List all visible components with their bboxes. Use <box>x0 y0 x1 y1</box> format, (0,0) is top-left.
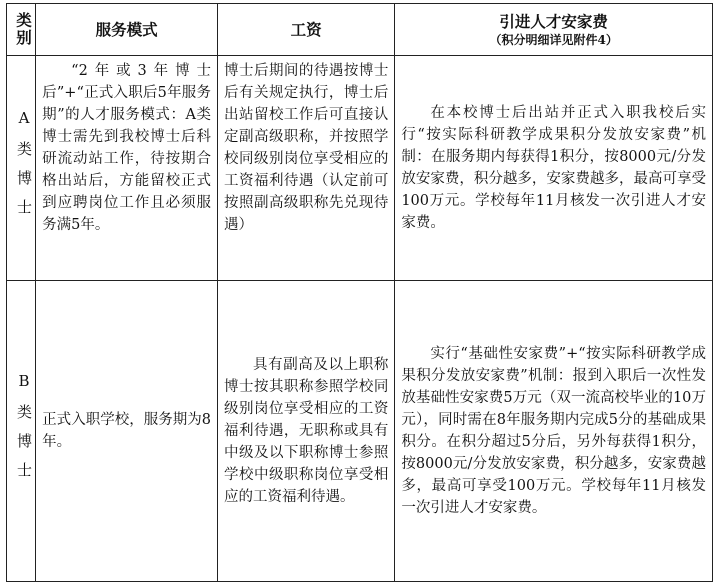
header-fee <box>395 4 713 56</box>
talent-policy-table <box>6 3 713 582</box>
wage-cell: 博士后期间的待遇按博士后有关规定执行，博士后出站留校工作后可直接认定副高级职称，并按照学校同级别岗位享受相应的工资福利待遇（认定前可按照副高级职称先兑现待遇） <box>218 56 395 281</box>
header-row <box>7 4 713 56</box>
fee-cell: 实行“基础性安家费”+“按实际科研教学成果积分发放安家费”机制：报到入职后一次性发放基础性安家费5万元（双一流高校毕业的10万元），同时需在8年服务期内完成5分的基础成果积分。在积分超过5分后，另外每获得1积分，按8000元/分发放安家费，积分越多，安家费越多，最高可享受100万元。学校每年11月核发一次引进人才安家费。 <box>395 281 713 582</box>
header-category: 类别 <box>7 4 36 56</box>
header-wage: 工资 <box>218 4 395 56</box>
table-row <box>7 56 713 281</box>
category-cell: A类博士 <box>7 56 36 281</box>
table-row <box>7 281 713 582</box>
header-fee-title: 引进人才安家费 <box>499 11 608 31</box>
category-cell: B类博士 <box>7 281 36 582</box>
header-fee-note: （积分明细详见附件4） <box>489 32 618 47</box>
fee-cell: 在本校博士后出站并正式入职我校后实行“按实际科研教学成果积分发放安家费”机制：在服务期内每获得1积分，按8000元/分发放安家费，积分越多，安家费越多，最高可享受100万元。学校每年11月核发一次引进人才安家费。 <box>395 56 713 281</box>
mode-cell: 正式入职学校，服务期为8年。 <box>36 281 218 582</box>
header-mode: 服务模式 <box>36 4 218 56</box>
wage-cell: 具有副高及以上职称博士按其职称参照学校同级别岗位享受相应的工资福利待遇，无职称或具有中级及以下职称博士参照学校中级职称岗位享受相应的工资福利待遇。 <box>218 281 395 582</box>
mode-cell: “2年或3年博士后”+“正式入职后5年服务期”的人才服务模式：A类博士需先到我校博士后科研流动站工作，待按期合格出站后，方能留校正式到应聘岗位工作且必须服务满5年。 <box>36 56 218 281</box>
